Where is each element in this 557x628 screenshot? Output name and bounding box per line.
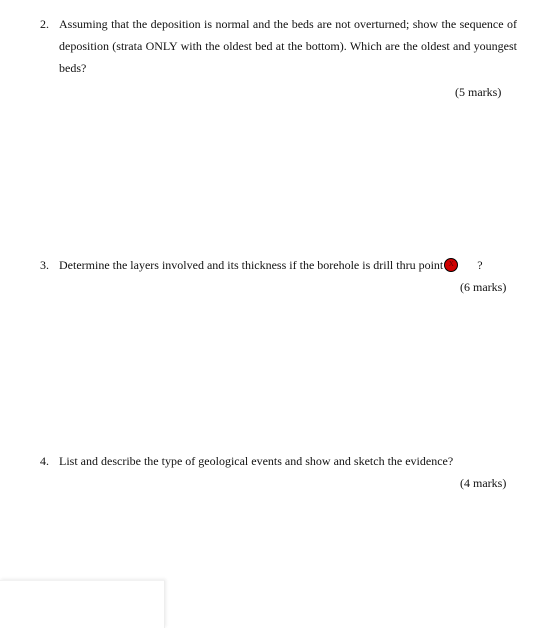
question-3-line	[59, 254, 529, 276]
blank-panel	[0, 580, 165, 628]
borehole-point-marker	[444, 258, 458, 272]
question-4-text: List and describe the type of geological events and show and sketch the evidence?	[59, 454, 454, 468]
question-2-text: Assuming that the deposition is normal and the beds are not overturned; show the sequence of deposition (strata ONLY with the oldest bed at the bottom). Which are the oldest and youngest beds?	[59, 17, 517, 75]
question-3-number: 3.	[40, 258, 49, 272]
question-4-number: 4.	[40, 454, 49, 468]
question-3-marks: (6 marks)	[460, 280, 507, 294]
question-3-text: Determine the layers involved and its thickness if the borehole is drill thru point	[59, 258, 444, 272]
question-2-number: 2.	[40, 17, 49, 31]
borehole-point-label: X	[448, 260, 454, 268]
question-2-marks: (5 marks)	[455, 85, 502, 99]
question-4-marks: (4 marks)	[460, 476, 507, 490]
question-3-trailing-mark: ?	[477, 258, 483, 272]
